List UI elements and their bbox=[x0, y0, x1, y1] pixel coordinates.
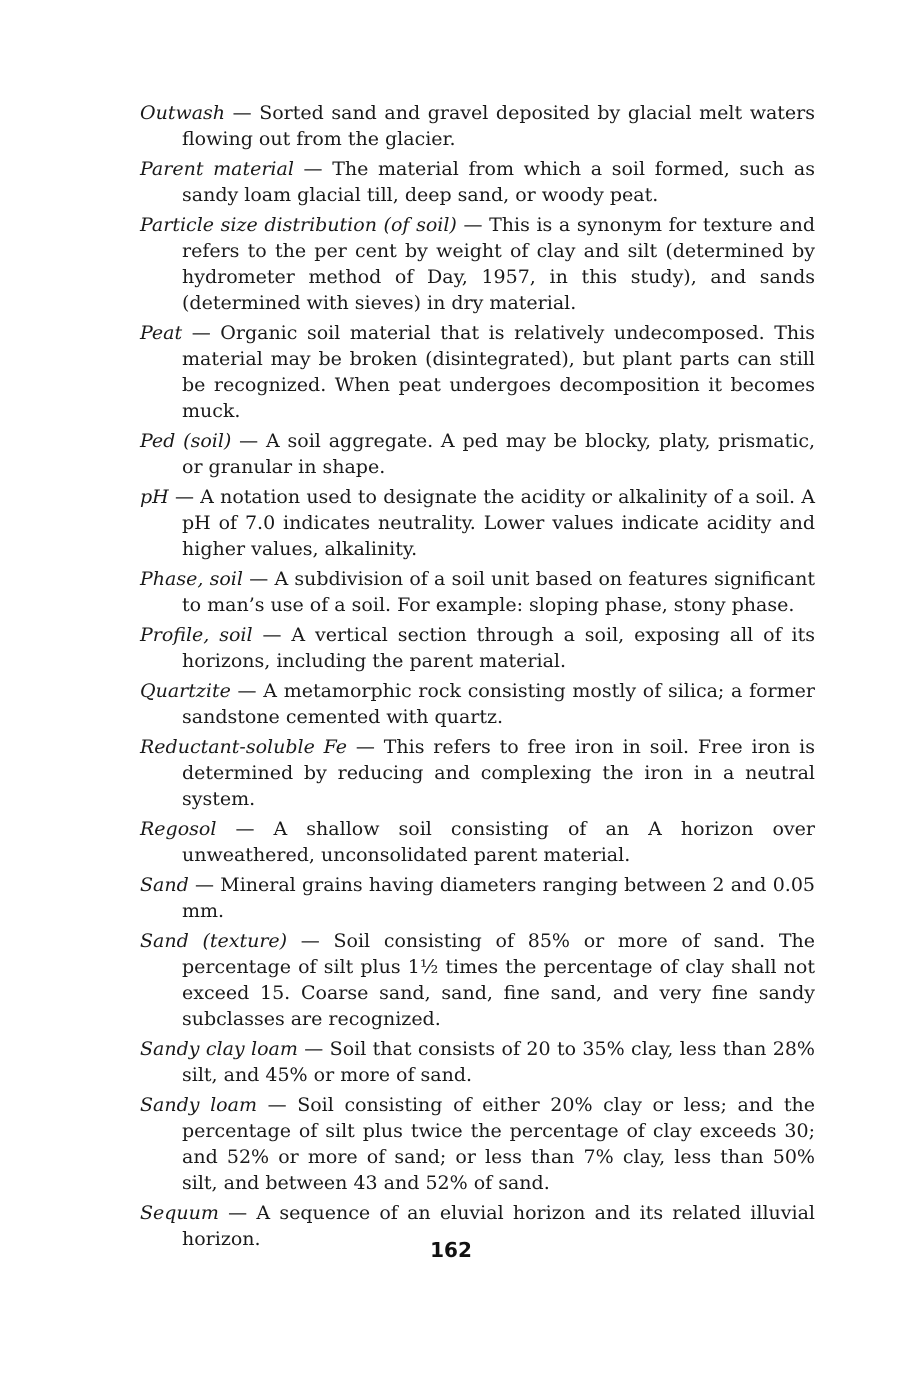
glossary-term: Sequum bbox=[140, 1202, 219, 1224]
glossary-definition: A shallow soil consisting of an A horizon over unweathered, unconsolidated parent material. bbox=[182, 818, 815, 866]
glossary-definition: Soil consisting of either 20% clay or less; and the percentage of silt plus twice the percentage of clay exceeds 30; and 52% or more of sand; or less than 7% clay, less than 50% silt, and between 43 and 52% of sand. bbox=[182, 1094, 815, 1194]
glossary-entry-sandy-loam bbox=[140, 1092, 815, 1196]
term-separator: — bbox=[256, 1094, 298, 1116]
glossary-term: Reductant-soluble Fe bbox=[140, 736, 348, 758]
glossary-entry-peat bbox=[140, 320, 815, 424]
term-separator: — bbox=[297, 1038, 330, 1060]
glossary-term: Particle size distribution (of soil) bbox=[140, 214, 457, 236]
term-separator: — bbox=[456, 214, 490, 236]
glossary-entry-ped bbox=[140, 428, 815, 480]
term-separator: — bbox=[218, 1202, 257, 1224]
glossary-entry-phase-soil bbox=[140, 566, 815, 618]
glossary-term: Phase, soil bbox=[140, 568, 243, 590]
glossary-term: Ped (soil) bbox=[140, 430, 232, 452]
term-separator: — bbox=[347, 736, 384, 758]
glossary-definition: A soil aggregate. A ped may be blocky, platy, prismatic, or granular in shape. bbox=[182, 430, 815, 478]
glossary-entry-regosol bbox=[140, 816, 815, 868]
glossary-entry-quartzite bbox=[140, 678, 815, 730]
glossary-term: Peat bbox=[140, 322, 183, 344]
term-separator: — bbox=[252, 624, 292, 646]
glossary-entry-particle-size-distribution bbox=[140, 212, 815, 316]
term-separator: — bbox=[242, 568, 275, 590]
glossary-term: pH bbox=[140, 486, 169, 508]
term-separator: — bbox=[216, 818, 274, 840]
glossary-definition: A metamorphic rock consisting mostly of silica; a former sandstone cemented with quartz. bbox=[182, 680, 815, 728]
glossary-list bbox=[140, 100, 815, 1256]
glossary-definition: A notation used to designate the acidity or alkalinity of a soil. A pH of 7.0 indicates neutrality. Lower values indicate acidity and higher values, alkalinity. bbox=[182, 486, 815, 560]
glossary-definition: Organic soil material that is relatively undecomposed. This material may be broken (disintegrated), but plant parts can still be recognized. When peat undergoes decomposition it becomes muck. bbox=[182, 322, 815, 422]
glossary-entry-reductant-soluble-fe bbox=[140, 734, 815, 812]
glossary-term: Profile, soil bbox=[140, 624, 253, 646]
term-separator: — bbox=[225, 102, 260, 124]
glossary-term: Regosol bbox=[140, 818, 217, 840]
glossary-term: Sand bbox=[140, 874, 189, 896]
glossary-term: Quartzite bbox=[140, 680, 231, 702]
term-separator: — bbox=[188, 874, 221, 896]
term-separator: — bbox=[182, 322, 221, 344]
glossary-definition: Soil consisting of 85% or more of sand. The percentage of silt plus 1½ times the percentage of clay shall not exceed 15. Coarse sand, sand, fine sand, and very fine sandy subclasses are recognized. bbox=[182, 930, 815, 1030]
glossary-entry-sand bbox=[140, 872, 815, 924]
glossary-term: Parent material bbox=[140, 158, 294, 180]
glossary-entry-ph bbox=[140, 484, 815, 562]
glossary-definition: A subdivision of a soil unit based on features significant to man’s use of a soil. For example: sloping phase, stony phase. bbox=[182, 568, 815, 616]
term-separator: — bbox=[230, 680, 264, 702]
glossary-definition: This is a synonym for texture and refers to the per cent by weight of clay and silt (determined by hydrometer method of Day, 1957, in this study), and sands (determined with sieves) in dry material. bbox=[182, 214, 815, 314]
term-separator: — bbox=[293, 158, 333, 180]
page-number: 162 bbox=[430, 1238, 472, 1262]
term-separator: — bbox=[287, 930, 334, 952]
glossary-entry-parent-material bbox=[140, 156, 815, 208]
glossary-definition: A vertical section through a soil, exposing all of its horizons, including the parent material. bbox=[182, 624, 815, 672]
glossary-definition: Soil that consists of 20 to 35% clay, less than 28% silt, and 45% or more of sand. bbox=[182, 1038, 815, 1086]
glossary-term: Sand (texture) bbox=[140, 930, 288, 952]
glossary-definition: This refers to free iron in soil. Free iron is determined by reducing and complexing the iron in a neutral system. bbox=[182, 736, 816, 810]
glossary-entry-sand-texture bbox=[140, 928, 815, 1032]
glossary-entry-profile-soil bbox=[140, 622, 815, 674]
glossary-definition: The material from which a soil formed, such as sandy loam glacial till, deep sand, or woody peat. bbox=[182, 158, 815, 206]
glossary-definition: A sequence of an eluvial horizon and its related illuvial horizon. bbox=[182, 1202, 815, 1250]
glossary-term: Outwash bbox=[140, 102, 226, 124]
glossary-definition: Mineral grains having diameters ranging between 2 and 0.05 mm. bbox=[182, 874, 815, 922]
term-separator: — bbox=[168, 486, 201, 508]
glossary-term: Sandy loam bbox=[140, 1094, 257, 1116]
glossary-entry-sandy-clay-loam bbox=[140, 1036, 815, 1088]
glossary-term: Sandy clay loam bbox=[140, 1038, 298, 1060]
glossary-entry-outwash bbox=[140, 100, 815, 152]
term-separator: — bbox=[231, 430, 266, 452]
glossary-definition: Sorted sand and gravel deposited by glacial melt waters flowing out from the glacier. bbox=[182, 102, 815, 150]
